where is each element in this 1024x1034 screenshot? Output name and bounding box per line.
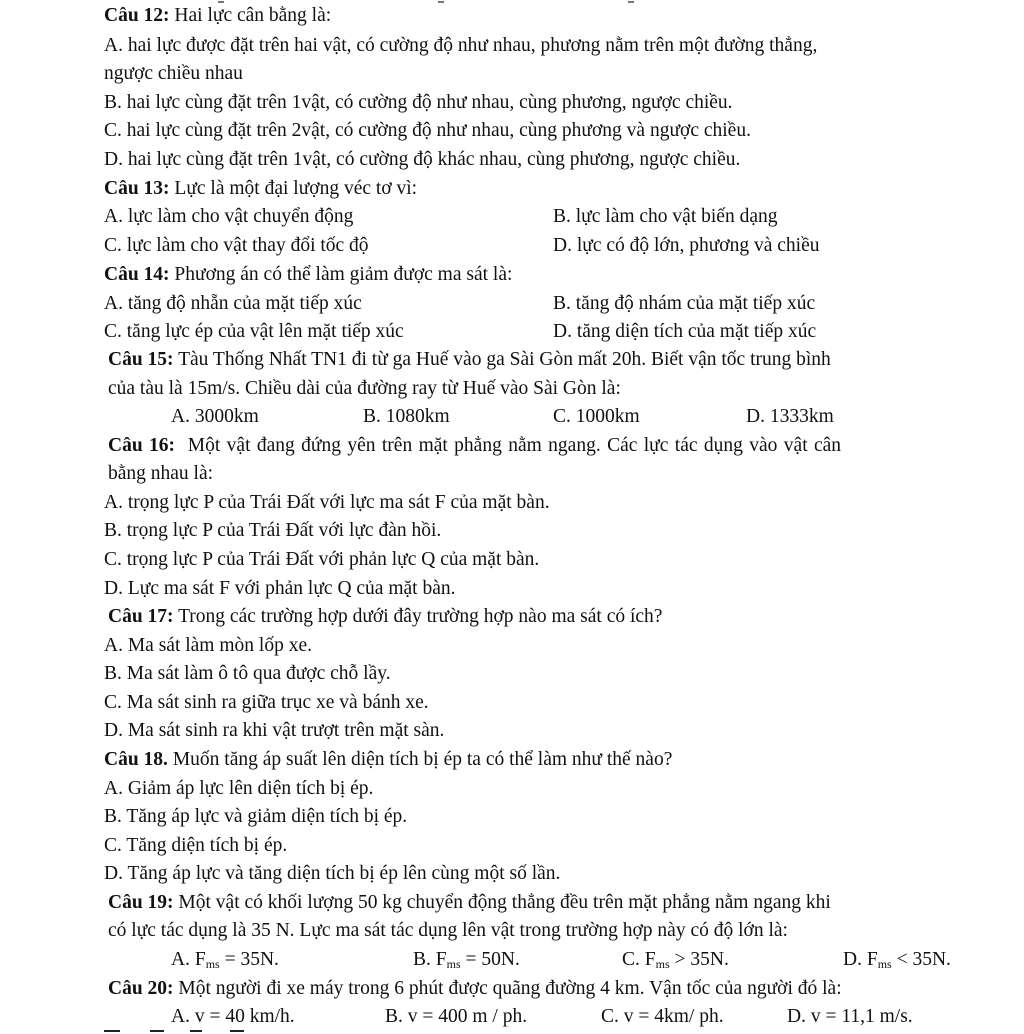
question-12-option-b: B. hai lực cùng đặt trên 1vật, có cường độ như nhau, cùng phương, ngược chiều.: [104, 92, 733, 113]
question-13-option-b: B. lực làm cho vật biến dạng: [553, 206, 778, 227]
question-15-stem-line2: của tàu là 15m/s. Chiều dài của đường ray từ Huế vào Sài Gòn là:: [108, 378, 621, 399]
option-prefix: A. F: [171, 949, 206, 970]
cropped-heading-fragment: [190, 1030, 202, 1032]
question-12-option-c: C. hai lực cùng đặt trên 2vật, có cường độ như nhau, cùng phương và ngược chiều.: [104, 120, 751, 141]
question-20-option-d: D. v = 11,1 m/s.: [787, 1006, 913, 1027]
question-20-option-c: C. v = 4km/ ph.: [601, 1006, 724, 1027]
question-15-option-c: C. 1000km: [553, 406, 640, 427]
question-label: Câu 18.: [104, 749, 168, 770]
question-text: Một vật có khối lượng 50 kg chuyển động thẳng đều trên mặt phẳng nằm ngang khi: [178, 892, 831, 913]
question-label: Câu 14:: [104, 264, 170, 285]
option-value: > 35N.: [669, 949, 729, 970]
question-label: Câu 15:: [108, 349, 174, 370]
cropped-text-fragment: [438, 1, 444, 3]
question-15-stem-line1: [108, 346, 831, 374]
option-prefix: C. F: [622, 949, 656, 970]
cropped-heading-fragment: [104, 1030, 120, 1032]
question-14-option-a: A. tăng độ nhẵn của mặt tiếp xúc: [104, 293, 362, 314]
question-13-stem: [104, 175, 417, 203]
question-16-option-a: A. trọng lực P của Trái Đất với lực ma sát F của mặt bàn.: [104, 492, 550, 513]
question-20-stem: [108, 975, 842, 1003]
question-14-option-d: D. tăng diện tích của mặt tiếp xúc: [553, 321, 817, 342]
question-16-option-b: B. trọng lực P của Trái Đất với lực đàn hồi.: [104, 520, 442, 541]
question-12-option-a-line2: ngược chiều nhau: [104, 63, 243, 84]
option-prefix: D. F: [843, 949, 878, 970]
question-15-option-b: B. 1080km: [363, 406, 450, 427]
question-16-option-d: D. Lực ma sát F với phản lực Q của mặt bàn.: [104, 578, 456, 599]
option-subscript: ms: [205, 957, 220, 971]
question-text: Phương án có thể làm giảm được ma sát là:: [174, 264, 513, 285]
question-label: Câu 19:: [108, 892, 174, 913]
cropped-text-fragment: [628, 1, 634, 3]
question-19-stem-line2: có lực tác dụng là 35 N. Lực ma sát tác dụng lên vật trong trường hợp này có độ lớn là:: [108, 920, 788, 941]
question-20-option-a: A. v = 40 km/h.: [171, 1006, 295, 1027]
question-19-option-b: [413, 946, 520, 974]
question-13-option-d: D. lực có độ lớn, phương và chiều: [553, 235, 820, 256]
option-prefix: B. F: [413, 949, 447, 970]
question-text: Một người đi xe máy trong 6 phút được quãng đường 4 km. Vận tốc của người đó là:: [178, 978, 842, 999]
question-15-option-d: D. 1333km: [746, 406, 834, 427]
option-subscript: ms: [655, 957, 670, 971]
cropped-heading-fragment: [150, 1030, 164, 1032]
question-18-option-a: A. Giảm áp lực lên diện tích bị ép.: [104, 778, 374, 799]
question-13-option-a: A. lực làm cho vật chuyển động: [104, 206, 354, 227]
question-18-stem: [104, 746, 672, 774]
question-17-stem: [108, 603, 662, 631]
question-label: Câu 17:: [108, 606, 174, 627]
question-14-option-b: B. tăng độ nhám của mặt tiếp xúc: [553, 293, 816, 314]
option-value: < 35N.: [891, 949, 951, 970]
option-value: = 50N.: [460, 949, 520, 970]
question-19-stem-line1: [108, 889, 831, 917]
question-16-stem-line1: [108, 432, 841, 460]
question-12-option-a-line1: A. hai lực được đặt trên hai vật, có cường độ như nhau, phương nằm trên một đường thẳng,: [104, 35, 818, 56]
question-16-stem-line2: bằng nhau là:: [108, 463, 214, 484]
question-19-option-a: [171, 946, 279, 974]
question-text: Hai lực cân bằng là:: [174, 5, 332, 26]
option-subscript: ms: [877, 957, 892, 971]
question-17-option-c: C. Ma sát sinh ra giữa trục xe và bánh xe.: [104, 692, 429, 713]
question-13-option-c: C. lực làm cho vật thay đổi tốc độ: [104, 235, 369, 256]
question-text: Tàu Thống Nhất TN1 đi từ ga Huế vào ga Sài Gòn mất 20h. Biết vận tốc trung bình: [178, 349, 831, 370]
question-12-option-d: D. hai lực cùng đặt trên 1vật, có cường độ khác nhau, cùng phương, ngược chiều.: [104, 149, 741, 170]
option-value: = 35N.: [219, 949, 279, 970]
question-16-option-c: C. trọng lực P của Trái Đất với phản lực Q của mặt bàn.: [104, 549, 540, 570]
question-label: Câu 16:: [108, 435, 176, 456]
question-14-option-c: C. tăng lực ép của vật lên mặt tiếp xúc: [104, 321, 404, 342]
question-label: Câu 13:: [104, 178, 170, 199]
question-17-option-d: D. Ma sát sinh ra khi vật trượt trên mặt sàn.: [104, 720, 445, 741]
question-19-option-d: [843, 946, 951, 974]
question-12-stem: [104, 2, 331, 30]
question-text: Lực là một đại lượng véc tơ vì:: [174, 178, 418, 199]
question-19-option-c: [622, 946, 729, 974]
question-label: Câu 12:: [104, 5, 170, 26]
question-17-option-b: B. Ma sát làm ô tô qua được chỗ lầy.: [104, 663, 391, 684]
question-18-option-b: B. Tăng áp lực và giảm diện tích bị ép.: [104, 806, 408, 827]
question-14-stem: [104, 261, 512, 289]
question-18-option-d: D. Tăng áp lực và tăng diện tích bị ép lên cùng một số lần.: [104, 863, 561, 884]
question-label: Câu 20:: [108, 978, 174, 999]
question-18-option-c: C. Tăng diện tích bị ép.: [104, 835, 288, 856]
question-15-option-a: A. 3000km: [171, 406, 259, 427]
question-text: Muốn tăng áp suất lên diện tích bị ép ta có thể làm như thế nào?: [172, 749, 673, 770]
cropped-heading-fragment: [230, 1030, 244, 1032]
question-17-option-a: A. Ma sát làm mòn lốp xe.: [104, 635, 312, 656]
question-text: Một vật đang đứng yên trên mặt phẳng nằm ngang. Các lực tác dụng vào vật cân: [187, 435, 842, 456]
option-subscript: ms: [446, 957, 461, 971]
question-20-option-b: B. v = 400 m / ph.: [385, 1006, 528, 1027]
question-text: Trong các trường hợp dưới đây trường hợp nào ma sát có ích?: [178, 606, 663, 627]
